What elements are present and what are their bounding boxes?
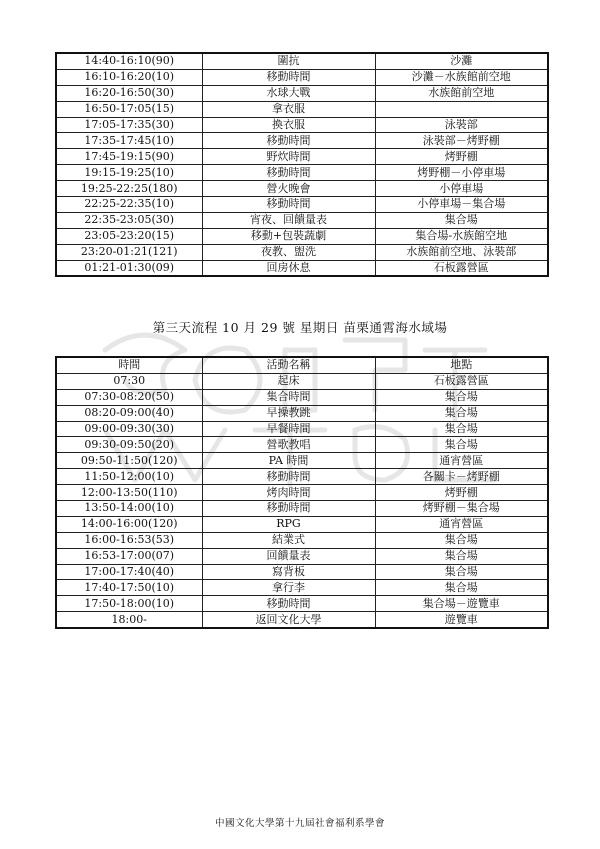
cell-location: 各關卡－烤野棚 [375,469,548,485]
cell-time: 22:35-23:05(30) [56,212,202,228]
cell-location: 集合場 [375,389,548,405]
table-row [56,197,548,213]
cell-location: 集合場－遊覽車 [375,596,548,612]
cell-activity: 野炊時間 [202,149,375,165]
cell-activity: 結業式 [202,532,375,548]
cell-activity: 移動時間 [202,69,375,85]
cell-location: 泳裝部－烤野棚 [375,133,548,149]
cell-location: 烤野棚 [375,485,548,501]
cell-location: 集合場 [375,405,548,421]
table-row [56,181,548,197]
cell-location: 水族館前空地 [375,85,548,101]
cell-activity: PA 時間 [202,453,375,469]
cell-activity: 回饋量表 [202,548,375,564]
day3-header-row [56,357,548,373]
cell-location: 集合場 [375,421,548,437]
cell-time: 09:50-11:50(120) [56,453,202,469]
cell-location: 遊覽車 [375,612,548,628]
table-row [56,516,548,532]
header-activity: 活動名稱 [202,357,375,373]
table-row [56,469,548,485]
cell-time: 16:20-16:50(30) [56,85,202,101]
cell-location: 通宵營區 [375,453,548,469]
cell-activity: 宵夜、回饋量表 [202,212,375,228]
table-row [56,373,548,389]
table-row [56,437,548,453]
cell-activity: 移動時間 [202,501,375,517]
cell-time: 19:15-19:25(10) [56,165,202,181]
table-row [56,596,548,612]
cell-activity: 回房休息 [202,260,375,276]
table-row [56,612,548,628]
table-row [56,389,548,405]
cell-activity: 早操教跳 [202,405,375,421]
cell-time: 16:53-17:00(07) [56,548,202,564]
table-row [56,564,548,580]
cell-activity: 換衣服 [202,117,375,133]
table-row [56,501,548,517]
table-row [56,149,548,165]
cell-activity: 營歌教唱 [202,437,375,453]
cell-activity: 夜教、盥洗 [202,244,375,260]
cell-time: 16:00-16:53(53) [56,532,202,548]
table-row [56,532,548,548]
cell-time: 01:21-01:30(09) [56,260,202,276]
header-location: 地點 [375,357,548,373]
table-row [56,101,548,117]
cell-location: 集合場 [375,532,548,548]
table-row [56,133,548,149]
day3-heading: 第三天流程 10 月 29 號 星期日 苗栗通霄海水域場 [152,320,448,335]
cell-location: 集合場 [375,437,548,453]
cell-location: 沙灘 [375,53,548,69]
cell-time: 17:35-17:45(10) [56,133,202,149]
cell-location [375,101,548,117]
day2-schedule-table [55,52,549,277]
cell-activity: 水球大戰 [202,85,375,101]
cell-activity: 移動時間 [202,197,375,213]
cell-activity: 烤肉時間 [202,485,375,501]
table-row [56,165,548,181]
cell-location: 烤野棚－集合場 [375,501,548,517]
cell-activity: 早餐時間 [202,421,375,437]
cell-time: 17:45-19:15(90) [56,149,202,165]
cell-activity: 起床 [202,373,375,389]
cell-location: 石板露營區 [375,373,548,389]
table-row [56,421,548,437]
cell-activity: 移動時間 [202,596,375,612]
table-row [56,548,548,564]
table-row [56,405,548,421]
cell-time: 17:50-18:00(10) [56,596,202,612]
cell-location: 集合場-水族館空地 [375,228,548,244]
cell-location: 小停車場 [375,181,548,197]
cell-location: 小停車場－集合場 [375,197,548,213]
cell-location: 集合場 [375,580,548,596]
table-row [56,69,548,85]
cell-activity: 拿行李 [202,580,375,596]
day3-schedule-body [56,373,548,628]
cell-activity: 寫背板 [202,564,375,580]
cell-activity: 圍抗 [202,53,375,69]
cell-location: 沙灘－水族館前空地 [375,69,548,85]
table-row [56,453,548,469]
cell-time: 18:00- [56,612,202,628]
cell-activity: 移動時間 [202,165,375,181]
table-row [56,485,548,501]
cell-time: 13:50-14:00(10) [56,501,202,517]
day3-schedule-table [55,356,549,629]
cell-time: 09:00-09:30(30) [56,421,202,437]
cell-time: 12:00-13:50(110) [56,485,202,501]
cell-activity: RPG [202,516,375,532]
cell-location: 泳裝部 [375,117,548,133]
cell-time: 17:40-17:50(10) [56,580,202,596]
table-row [56,228,548,244]
day2-schedule-body [56,53,548,276]
cell-activity: 移動時間 [202,469,375,485]
cell-location: 水族館前空地、泳裝部 [375,244,548,260]
cell-activity: 返回文化大學 [202,612,375,628]
cell-location: 烤野棚 [375,149,548,165]
cell-time: 07:30 [56,373,202,389]
cell-location: 集合場 [375,564,548,580]
cell-activity: 集合時間 [202,389,375,405]
cell-time: 07:30-08:20(50) [56,389,202,405]
cell-time: 17:00-17:40(40) [56,564,202,580]
cell-time: 23:20-01:21(121) [56,244,202,260]
cell-time: 17:05-17:35(30) [56,117,202,133]
table-row [56,53,548,69]
cell-activity: 移動時間 [202,133,375,149]
cell-time: 22:25-22:35(10) [56,197,202,213]
cell-time: 16:10-16:20(10) [56,69,202,85]
table-row [56,244,548,260]
cell-time: 11:50-12:00(10) [56,469,202,485]
cell-time: 23:05-23:20(15) [56,228,202,244]
cell-location: 烤野棚－小停車場 [375,165,548,181]
table-row [56,212,548,228]
cell-time: 08:20-09:00(40) [56,405,202,421]
cell-time: 09:30-09:50(20) [56,437,202,453]
table-row [56,117,548,133]
cell-time: 19:25-22:25(180) [56,181,202,197]
cell-activity: 拿衣服 [202,101,375,117]
cell-time: 14:00-16:00(120) [56,516,202,532]
cell-location: 集合場 [375,548,548,564]
cell-location: 石板露營區 [375,260,548,276]
cell-time: 16:50-17:05(15) [56,101,202,117]
cell-location: 集合場 [375,212,548,228]
footer-organization: 中國文化大學第十九屆社會福利系學會 [214,818,385,829]
table-row [56,260,548,276]
header-time: 時間 [56,357,202,373]
table-row [56,85,548,101]
cell-activity: 營火晚會 [202,181,375,197]
cell-time: 14:40-16:10(90) [56,53,202,69]
table-row [56,580,548,596]
cell-location: 通宵營區 [375,516,548,532]
cell-activity: 移動+包裝蔬劇 [202,228,375,244]
